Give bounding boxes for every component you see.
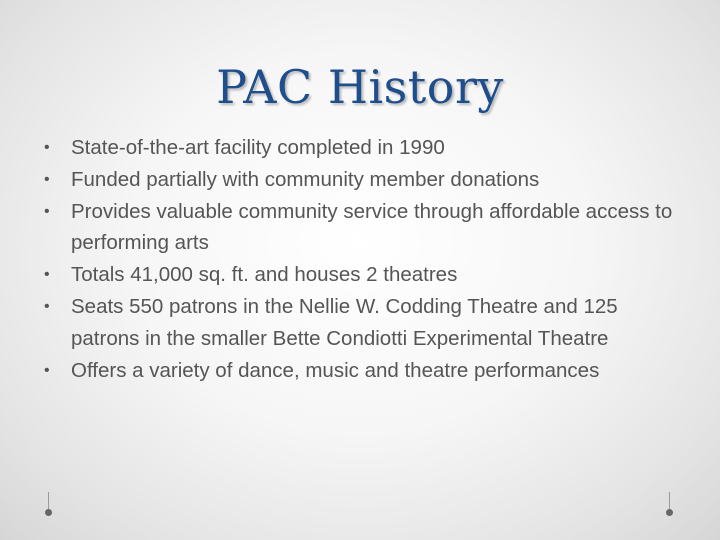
- bullet-marker: •: [44, 361, 50, 379]
- bullet-marker: •: [44, 202, 50, 220]
- bullet-list: [44, 132, 684, 386]
- bullet-marker: •: [44, 170, 50, 188]
- decorative-dot-right: [666, 509, 673, 516]
- slide-title-text: PAC History: [216, 60, 504, 114]
- bullet-text: Seats 550 patrons in the Nellie W. Codding Theatre and 125 patrons in the smaller Bette Condiotti Experimental Theatre: [71, 294, 618, 350]
- bullet-item: [44, 259, 684, 291]
- bullet-item: [44, 196, 684, 260]
- bullet-item: [44, 132, 684, 164]
- bullet-item: [44, 355, 684, 387]
- bullet-marker: •: [44, 266, 50, 284]
- decorative-stem-right: [669, 492, 670, 509]
- bullet-marker: •: [44, 139, 50, 156]
- decorative-stem-left: [48, 492, 49, 509]
- slide-title: [0, 62, 720, 113]
- bullet-text: Provides valuable community service through affordable access to performing arts: [71, 199, 673, 255]
- bullet-text: State-of-the-art facility completed in 1990: [71, 136, 445, 159]
- bullet-text: Totals 41,000 sq. ft. and houses 2 theatres: [71, 263, 458, 287]
- bullet-item: [44, 164, 684, 196]
- decorative-dot-left: [45, 509, 52, 516]
- bullet-text: Funded partially with community member donations: [71, 167, 540, 191]
- bullet-marker: •: [44, 297, 50, 315]
- bullet-item: [44, 291, 684, 355]
- bullet-text: Offers a variety of dance, music and theatre performances: [71, 358, 600, 382]
